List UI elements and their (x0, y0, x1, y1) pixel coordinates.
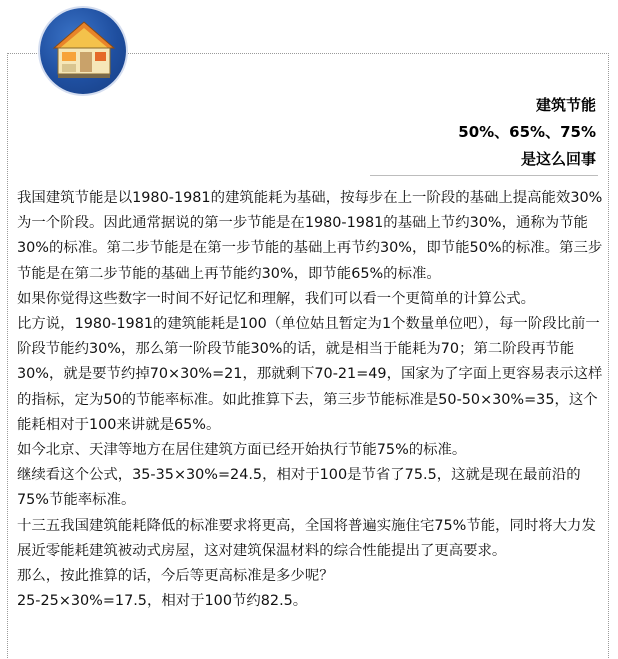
house-cutaway-icon (40, 8, 126, 94)
article-body (17, 186, 607, 614)
divider (370, 175, 598, 176)
paragraph: 十三五我国建筑能耗降低的标准要求将更高，全国将普遍实施住宅75%节能，同时将大力发展近零能耗建筑被动式房屋，这对建筑保温材料的综合性能提出了更高要求。 (17, 517, 596, 559)
heading-title: 建筑节能 (535, 96, 596, 114)
paragraph: 如今北京、天津等地方在居住建筑方面已经开始执行节能75%的标准。 (17, 442, 467, 459)
article-heading (458, 92, 596, 173)
paragraph: 25-25×30%=17.5，相对于100节约82.5。 (17, 593, 308, 610)
heading-subtitle: 50%、65%、75% (458, 123, 596, 141)
paragraph: 如果你觉得这些数字一时间不好记忆和理解，我们可以看一个更简单的计算公式。 (17, 290, 536, 307)
heading-tagline: 是这么回事 (520, 150, 596, 168)
paragraph: 继续看这个公式，35-35×30%=24.5，相对于100是节省了75.5，这就是现在最前沿的75%节能率标准。 (17, 467, 581, 509)
paragraph: 那么，按此推算的话，今后等更高标准是多少呢？ (17, 568, 334, 585)
paragraph: 我国建筑节能是以1980-1981的建筑能耗为基础，按每步在上一阶段的基础上提高能效30%为一个阶段。因此通常据说的第一步节能是在1980-1981的基础上节约30%，通称为节能30%的标准。第二步节能是在第一步节能的基础上再节约30%，即节能50%的标准。第三步节能是在第二步节能的基础上再节能约30%，即节能65%的标准。 (17, 190, 603, 282)
paragraph: 比方说，1980-1981的建筑能耗是100（单位姑且暂定为1个数量单位吧），每一阶段比前一阶段节能约30%，那么第一阶段节能30%的话，就是相当于能耗为70；第二阶段再节能30%，就是要节约掉70×30%=21，那就剩下70-21=49，国家为了字面上更容易表示这样的指标，定为50的节能率标准。如此推算下去，第三步节能标准是50-50×30%=35，这个能耗相对于100来讲就是65%。 (17, 316, 603, 433)
house-logo (40, 8, 126, 94)
